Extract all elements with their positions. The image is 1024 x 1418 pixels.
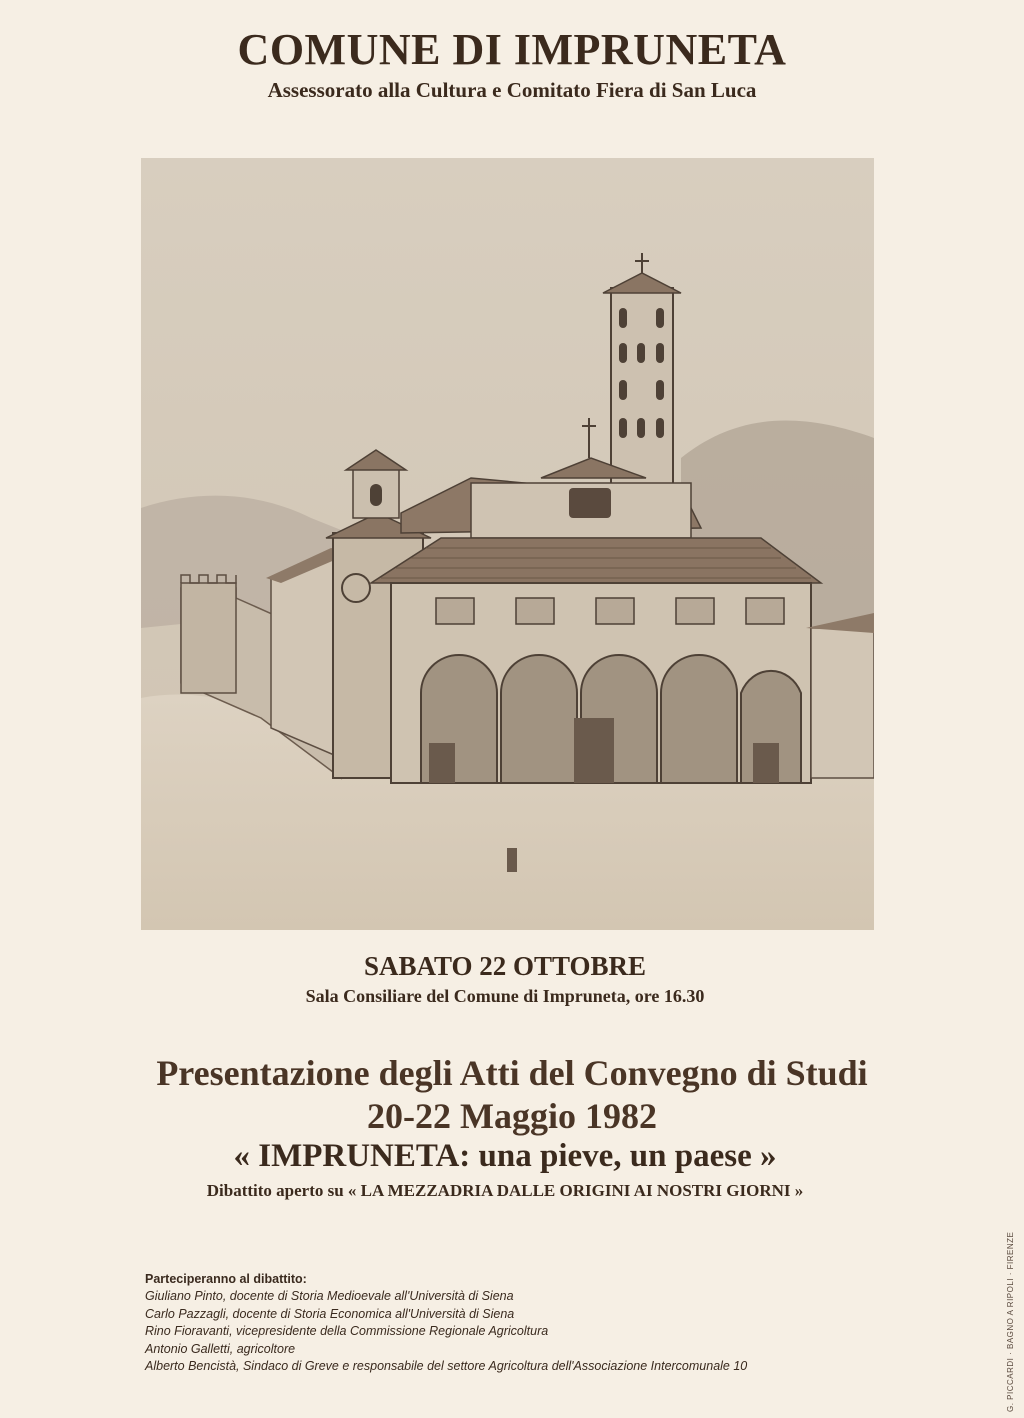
participant-item: Rino Fioravanti, vicepresidente della Commissione Regionale Agricoltura xyxy=(145,1324,549,1339)
debate-topic: Dibattito aperto su « LA MEZZADRIA DALLE ORIGINI AI NOSTRI GIORNI » xyxy=(206,1181,804,1200)
participants-block xyxy=(145,1271,925,1375)
church-illustration xyxy=(141,158,874,930)
poster-subtitle: Assessorato alla Cultura e Comitato Fiera di San Luca xyxy=(267,78,757,102)
participant-item: Antonio Galletti, agricoltore xyxy=(145,1341,296,1356)
printer-credit: G. PICCARDI · BAGNO A RIPOLI · FIRENZE xyxy=(1006,1231,1015,1412)
convention-name: « IMPRUNETA: una pieve, un paese » xyxy=(233,1138,777,1174)
participants-heading: Parteciperanno al dibattito: xyxy=(145,1272,307,1286)
presentation-title: Presentazione degli Atti del Convegno di Studi xyxy=(156,1053,868,1093)
convention-dates: 20-22 Maggio 1982 xyxy=(367,1096,657,1136)
participant-item: Alberto Bencistà, Sindaco di Greve e responsabile del settore Agricoltura dell'Associazione Intercomunale 10 xyxy=(145,1359,748,1374)
participant-item: Carlo Pazzagli, docente di Storia Economica all'Università di Siena xyxy=(145,1306,515,1321)
participant-item: Giuliano Pinto, docente di Storia Medioevale all'Università di Siena xyxy=(145,1289,514,1304)
event-venue: Sala Consiliare del Comune di Impruneta, ore 16.30 xyxy=(305,986,705,1006)
event-date: SABATO 22 OTTOBRE xyxy=(363,951,647,981)
poster-title: COMUNE DI IMPRUNETA xyxy=(237,25,787,74)
